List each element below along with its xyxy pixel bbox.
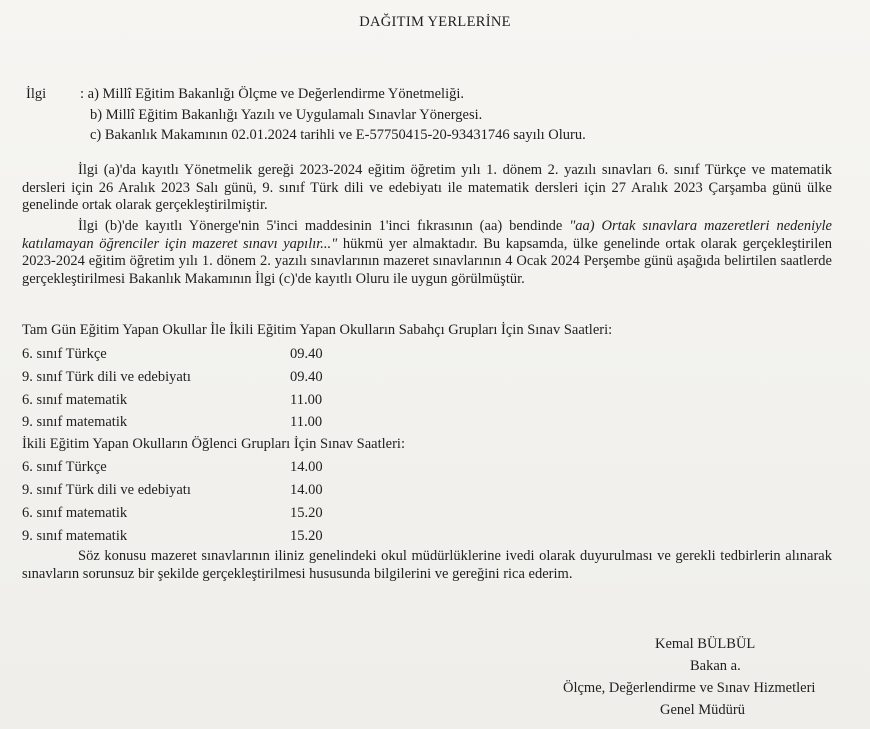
subject: 9. sınıf Türk dili ve edebiyatı (22, 482, 191, 498)
paragraph-2 (22, 218, 832, 288)
time: 11.00 (290, 414, 323, 430)
subject: 6. sınıf matematik (22, 505, 128, 521)
signatory-unit: Ölçme, Değerlendirme ve Sınav Hizmetleri (563, 680, 816, 696)
ilgi-item-c: c) Bakanlık Makamının 02.01.2024 tarihli ve E-57750415-20-93431746 sayılı Oluru. (90, 127, 586, 143)
ilgi-item-b: b) Millî Eğitim Bakanlığı Yazılı ve Uygulamalı Sınavlar Yönergesi. (90, 107, 483, 123)
schedule-row (22, 346, 323, 363)
schedule-row (22, 369, 323, 386)
subject: 9. sınıf matematik (22, 414, 128, 430)
subject: 9. sınıf Türk dili ve edebiyatı (22, 369, 191, 385)
time: 09.40 (290, 369, 323, 385)
paragraph-2-before: İlgi (b)'de kayıtlı Yönerge'nin 5'inci maddesinin 1'inci fıkrasının (aa) bendinde (78, 218, 570, 234)
schedule-row (22, 459, 323, 476)
document-title: DAĞITIM YERLERİNE (359, 14, 511, 30)
paragraph-2-quote: "aa) Ortak sınavlara mazeretleri nedeniyle katılamayan öğrenciler için mazeret sınavı yapılır..." (22, 218, 832, 252)
time: 14.00 (290, 482, 323, 498)
schedule-row (22, 392, 323, 409)
signatory-title: Genel Müdürü (660, 702, 745, 718)
afternoon-schedule-heading: İkili Eğitim Yapan Okulların Öğlenci Grupları İçin Sınav Saatleri: (22, 436, 405, 452)
closing-paragraph: Söz konusu mazeret sınavlarının iliniz genelindeki okul müdürlüklerine ivedi olarak duyurulması ve gerekli tedbirlerin alınarak sınavların sorunsuz bir şekilde gerçekleştirilmesi hususunda bilgilerini ve gereğini rica ederim. (22, 548, 832, 582)
signatory-name: Kemal BÜLBÜL (655, 636, 756, 652)
schedule-row (22, 482, 323, 499)
time: 15.20 (290, 528, 323, 544)
schedule-row (22, 528, 323, 545)
time: 14.00 (290, 459, 323, 475)
subject: 6. sınıf Türkçe (22, 346, 107, 362)
subject: 6. sınıf Türkçe (22, 459, 107, 475)
subject: 6. sınıf matematik (22, 392, 128, 408)
ilgi-label: İlgi (26, 86, 47, 102)
paragraph-2-after: hükmü yer almaktadır. Bu kapsamda, ülke genelinde ortak olarak gerçekleştirilen 2023-2024 eğitim öğretim yılı 1. dönem 2. yazılı sınavlarının mazeret sınavlarının 4 Ocak 2024 Perşembe günü aşağıda belirtilen saatlerde gerçekleştirilmesi Bakanlık Makamının İlgi (c)'de kayıtlı Oluru ile uygun görülmüştür. (22, 235, 832, 287)
time: 11.00 (290, 392, 323, 408)
morning-schedule-heading: Tam Gün Eğitim Yapan Okullar İle İkili Eğitim Yapan Okulların Sabahçı Grupları İçin Sınav Saatleri: (22, 322, 613, 338)
subject: 9. sınıf matematik (22, 528, 128, 544)
paragraph-1: İlgi (a)'da kayıtlı Yönetmelik gereği 2023-2024 eğitim öğretim yılı 1. dönem 2. yazılı sınavları 6. sınıf Türkçe ve matematik dersleri için 26 Aralık 2023 Salı günü, 9. sınıf Türk dili ve edebiyatı ile matematik dersleri için 27 Aralık 2023 Çarşamba günü ülke genelinde ortak olarak gerçekleştirilmiştir. (22, 162, 832, 213)
schedule-row (22, 505, 323, 522)
time: 15.20 (290, 505, 323, 521)
signatory-role: Bakan a. (690, 658, 741, 674)
ilgi-item-a: : a) Millî Eğitim Bakanlığı Ölçme ve Değerlendirme Yönetmeliği. (80, 86, 465, 102)
schedule-row (22, 414, 323, 431)
time: 09.40 (290, 346, 323, 362)
